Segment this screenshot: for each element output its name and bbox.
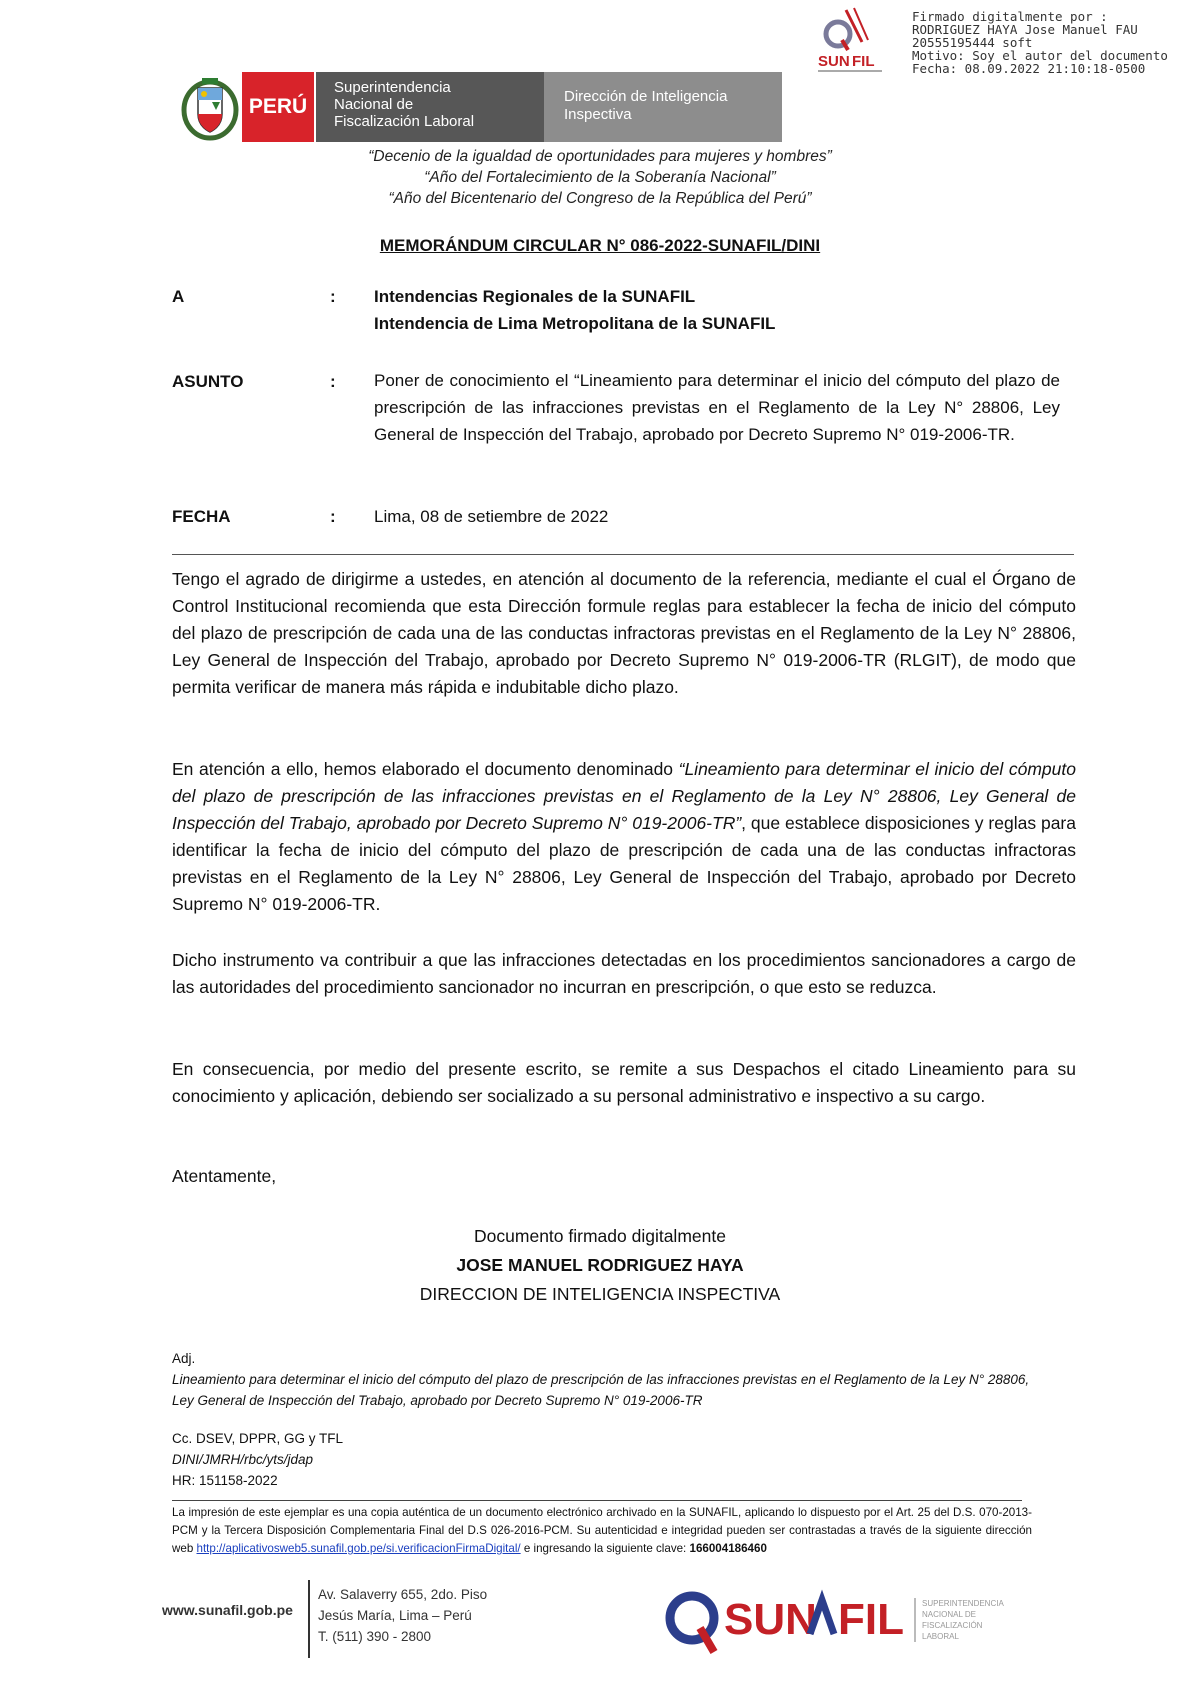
field-value-a: Intendencias Regionales de la SUNAFIL Intendencia de Lima Metropolitana de la SUNAFIL — [374, 287, 776, 333]
field-colon: : — [330, 372, 336, 391]
peru-badge: PERÚ — [242, 72, 314, 142]
body-paragraph-2: En atención a ello, hemos elaborado el documento denominado “Lineamiento para determinar el inicio del cómputo del plazo de prescripción de las infracciones previstas en el Reglamento de la Ley N° 28806, Ley General de Inspección del Trabajo, aprobado por Decreto Supremo N° 019-2006-TR”, que establece disposiciones y reglas para identificar la fecha de inicio del cómputo del plazo de prescripción de cada una de las conductas infractoras previstas en el Reglamento de la Ley N° 28806, Ley General de Inspección del Trabajo, aprobado por Decreto Supremo N° 019-2006-TR. — [172, 759, 1076, 914]
body-paragraph-3: Dicho instrumento va contribuir a que las infracciones detectadas en los procedimientos sancionadores a cargo de las autoridades del procedimiento sancionador no incurran en prescripción, o que esto se reduzca. — [172, 950, 1076, 997]
field-value-fecha: Lima, 08 de setiembre de 2022 — [374, 507, 609, 526]
svg-text:SUN: SUN — [818, 53, 850, 70]
field-label-fecha: FECHA — [172, 507, 231, 526]
footer-divider — [172, 1500, 1022, 1501]
svg-text:FISCALIZACIÓN: FISCALIZACIÓN — [922, 1621, 983, 1630]
copy-block: Cc. DSEV, DPPR, GG y TFL DINI/JMRH/rbc/yts/jdap HR: 151158-2022 — [172, 1431, 344, 1488]
annex-block: Adj. Lineamiento para determinar el inicio del cómputo del plazo de prescripción de las infracciones previstas en el Reglamento de la Ley N° 28806, Ley General de Inspección del Trabajo, aprobado por Decreto Supremo N° 019-2006-TR — [172, 1351, 1030, 1408]
field-colon: : — [330, 507, 336, 526]
sunafil-stamp-logo — [816, 6, 898, 78]
digital-signature-text: Firmado digitalmente por : RODRIGUEZ HAYA Jose Manuel FAU 20555195444 soft Motivo: Soy el autor del documento Fecha: 08.09.2022 21:10:18-0500 — [912, 9, 1168, 76]
sunafil-footer-logo — [660, 1578, 1030, 1662]
signer-block: Documento firmado digitalmente JOSE MANUEL RODRIGUEZ HAYA DIRECCION DE INTELIGENCIA INSPECTIVA — [419, 1226, 781, 1304]
svg-text:SUN: SUN — [724, 1595, 817, 1644]
verification-link[interactable]: http://aplicativosweb5.sunafil.gob.pe/si.verificacionFirmaDigital/ — [196, 1542, 521, 1555]
footer-address: Av. Salaverry 655, 2do. Piso Jesús María, Lima – Perú T. (511) 390 - 2800 — [318, 1587, 488, 1644]
body-paragraph-1: Tengo el agrado de dirigirme a ustedes, en atención al documento de la referencia, mediante el cual el Órgano de Control Institucional recomienda que esta Dirección formule reglas para establecer la fecha de inicio del cómputo del plazo de prescripción de cada una de las conductas infractoras previstas en el Reglamento de la Ley N° 28806, Ley General de Inspección del Trabajo, aprobado por Decreto Supremo N° 019-2006-TR (RLGIT), de modo que permita verificar de manera más rápida e indubitable dicho plazo. — [172, 569, 1076, 697]
footer-separator — [308, 1580, 310, 1658]
svg-text:SUPERINTENDENCIA: SUPERINTENDENCIA — [922, 1599, 1004, 1608]
svg-text:FIL: FIL — [852, 53, 875, 70]
svg-text:NACIONAL DE: NACIONAL DE — [922, 1610, 976, 1619]
authenticity-disclaimer: La impresión de este ejemplar es una copia auténtica de un documento electrónico archivado en la SUNAFIL, aplicando lo dispuesto por el Art. 25 del D.S. 070-2013-PCM y la Tercera Disposición Complementaria Final del D.S 026-2016-PCM. Su autenticidad e integridad pueden ser contrastadas a través de la siguiente dirección web http://aplicativosweb5.sunafil.gob.pe/si.verificacionFirmaDigital/ e ingresando la siguiente clave: 166004186460 — [172, 1506, 1032, 1555]
svg-text:LABORAL: LABORAL — [922, 1632, 959, 1641]
divider-line — [172, 554, 1074, 555]
memo-title: MEMORÁNDUM CIRCULAR N° 086-2022-SUNAFIL/DINI — [379, 236, 821, 255]
svg-text:FIL: FIL — [838, 1595, 904, 1644]
closing: Atentamente, — [172, 1166, 277, 1186]
office-name: Dirección de Inteligencia Inspectiva — [544, 72, 782, 142]
institution-name: Superintendencia Nacional de Fiscalización Laboral — [316, 72, 544, 142]
body-paragraph-4: En consecuencia, por medio del presente escrito, se remite a sus Despachos el citado Lineamiento para su conocimiento y aplicación, debiendo ser socializado a su personal administrativo e inspectivo a su cargo. — [172, 1059, 1076, 1106]
year-slogans: “Decenio de la igualdad de oportunidades para mujeres y hombres” “Año del Fortalecimiento de la Soberanía Nacional” “Año del Bicentenario del Congreso de la República del Perú” — [368, 148, 832, 207]
footer-website: www.sunafil.gob.pe — [162, 1602, 293, 1618]
field-colon: : — [330, 287, 336, 306]
field-label-asunto: ASUNTO — [172, 372, 244, 391]
peru-coat-of-arms-icon — [178, 72, 242, 144]
field-label-a: A — [172, 287, 185, 306]
field-value-asunto: Poner de conocimiento el “Lineamiento para determinar el inicio del cómputo del plazo de prescripción de las infracciones previstas en el Reglamento de la Ley N° 28806, Ley General de Inspección del Trabajo, aprobado por Decreto Supremo N° 019-2006-TR. — [374, 371, 1060, 444]
